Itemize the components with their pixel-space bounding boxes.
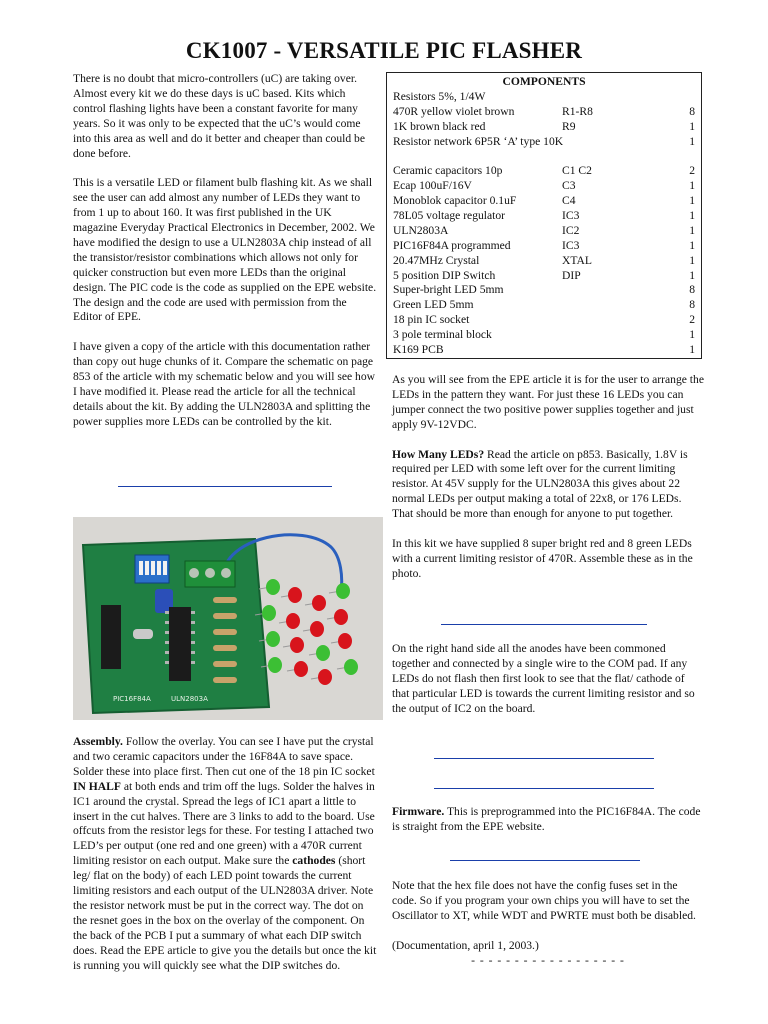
pcb-label-uln: ULN2803A [171,695,208,703]
component-reference: C3 [562,179,576,193]
how-many-leds-heading: How Many LEDs? [392,447,485,461]
component-description [393,149,562,164]
pcb-photo [73,517,383,720]
component-description: Monoblok capacitor 0.1uF [393,194,517,208]
end-dashes: - - - - - - - - - - - - - - - - - - [471,953,625,967]
supplied-leds-paragraph: In this kit we have supplied 8 super bright red and 8 green LEDs with a current limiting resistor of 470R. Assemble these as in the photo. [392,536,693,580]
component-row [393,269,695,284]
red-led [310,621,324,637]
component-description: Super-bright LED 5mm [393,283,504,297]
assembly-section [73,735,378,974]
anodes-paragraph: On the right hand side all the anodes have been commoned together and connected by a single wire to the COM pad. If any LEDs do not flash then first look to see that the flat/ cathode of that particular LED is towards the current limiting resistor and so the output of IC2 on the board. [392,642,695,715]
component-quantity: 1 [689,134,695,148]
green-led [316,645,330,661]
component-description: Ecap 100uF/16V [393,179,472,193]
config-section [392,879,704,968]
component-row [393,209,695,224]
firmware-section [392,805,704,835]
page-title: CK1007 - VERSATILE PIC FLASHER [185,38,583,63]
component-quantity: 1 [689,223,695,237]
component-description: PIC16F84A programmed [393,238,511,252]
right-separator-4 [450,860,640,861]
component-row [393,135,695,150]
firmware-heading: Firmware. [392,805,445,818]
component-reference: IC2 [562,223,580,237]
component-quantity [672,149,695,164]
component-quantity: 8 [689,298,695,312]
components-box [386,72,702,359]
ic1-chip [101,605,121,669]
green-led [268,657,282,673]
red-led [318,669,332,685]
assembly-heading: Assembly. [73,735,123,748]
led-arrangement-paragraph: As you will see from the EPE article it is for the user to arrange the LEDs in the pattern they want. For just these 16 LEDs you can jumper connect the two positive power supplies together and just apply 9V-12VDC. [392,373,704,431]
component-row [393,149,695,164]
component-row [393,120,695,135]
red-led [334,609,348,625]
component-reference [562,90,672,105]
assembly-emphasis-in-half: IN HALF [73,779,121,793]
component-description: Resistor network 6P5R ‘A’ type 10K [393,134,564,148]
component-row [393,283,695,298]
component-reference: C4 [562,194,576,208]
right-separator-2 [434,758,654,759]
red-led [288,587,302,603]
component-description: 18 pin IC socket [393,313,470,327]
green-led [266,579,280,595]
component-reference [562,298,672,313]
red-led [294,661,308,677]
component-reference [562,283,672,298]
left-separator [118,486,332,487]
component-row [393,179,695,194]
component-quantity: 1 [689,179,695,193]
how-many-leds-text: Read the article on p853. Basically, 1.8V is required per LED with some left over for the current limiting resistor. At 45V supply for the ULN2803A this gives about 22 normal LEDs per output making a total of 22x8, or 176 LEDs. That should be more than enough for anyone to put together. [392,447,688,521]
component-row [393,254,695,269]
pcb-label-pic: PIC16F84A [113,695,151,703]
component-description: 78L05 voltage regulator [393,209,506,223]
component-row [393,343,695,358]
component-description: Ceramic capacitors 10p [393,164,503,178]
red-led [312,595,326,611]
component-quantity: 1 [689,119,695,133]
component-reference: XTAL [562,253,592,267]
component-description: 20.47MHz Crystal [393,253,480,267]
component-quantity: 1 [689,194,695,208]
right-separator-1 [441,624,647,625]
component-description: 470R yellow violet brown [393,104,515,118]
assembly-text-3: (short leg/ flat on the body) of each LED point towards the current limiting resistors and each output of the ULN2803A driver. Note the resistor network must be put in the correct way. The dot on the resnet goes in the box on the overlay of the component. On the back of the PCB I put a summary of what each DIP switch does. Read the EPE article to give you the details but once the kit is running you will quickly see what the DIP switches do. [73,854,377,972]
component-reference [563,135,673,150]
component-reference: C1 C2 [562,164,592,178]
article-reference-paragraph: I have given a copy of the article with this documentation rather than copy out huge chunks of it. Compare the schematic on page 853 of the article with my schematic below and you will see how I have modified it. Please read the article for all the technical details about the kit. By adding the ULN2803A and splitting the power supplies more LEDs can be controlled by the kit. [73,340,376,428]
component-description: Green LED 5mm [393,298,474,312]
red-led [286,613,300,629]
green-led [336,583,350,599]
firmware-text: This is preprogrammed into the PIC16F84A. The code is straight from the EPE website. [392,805,701,833]
components-list [393,90,695,358]
components-heading: COMPONENTS [502,75,586,88]
component-reference [562,149,672,164]
ic2-chip [169,607,191,681]
red-led [290,637,304,653]
component-description: K169 PCB [393,343,444,357]
green-led [266,631,280,647]
component-reference: IC3 [562,209,580,223]
component-reference: DIP [562,268,581,282]
component-quantity: 2 [689,164,695,178]
component-quantity: 8 [689,283,695,297]
component-row [393,239,695,254]
crystal [133,629,153,639]
component-quantity: 1 [689,253,695,267]
component-quantity: 1 [689,238,695,252]
component-quantity [672,90,695,105]
component-description: 1K brown black red [393,119,486,133]
assembly-text-1: Follow the overlay. You can see I have put the crystal and two ceramic capacitors under the 16F84A to save space. Solder these into place first. Then cut one of the 18 pin IC socket [73,735,375,778]
red-led [338,633,352,649]
assembly-text-2: at both ends and trim off the lugs. Solder the halves in IC1 around the crystal. Spread the legs of IC1 apart a little to insert in the cut halves. There are 3 links to add to the board. Use offcuts from the resistor legs for these. For testing I attached two LED’s per output (one red and one green) with a 470R current limiting resistor on each output. Make sure the [73,779,375,868]
component-quantity: 1 [689,328,695,342]
component-quantity: 2 [689,313,695,327]
component-row [393,194,695,209]
component-description: 5 position DIP Switch [393,268,496,282]
component-row [393,224,695,239]
component-quantity: 1 [689,343,695,357]
left-column [73,72,378,445]
component-reference [562,313,672,328]
component-reference [562,328,672,343]
component-row [393,90,695,105]
component-quantity: 8 [689,104,695,118]
component-row [393,105,695,120]
component-description: ULN2803A [393,223,449,237]
anodes-section [392,642,704,717]
component-reference: R1-R8 [562,104,593,118]
documentation-date: (Documentation, april 1, 2003.) [392,938,539,952]
firmware-paragraph [392,805,704,835]
component-quantity: 1 [689,209,695,223]
pcb-photo-drawing [73,517,383,720]
component-reference: IC3 [562,238,580,252]
component-row [393,328,695,343]
right-column [392,373,704,582]
green-led [344,659,358,675]
component-reference [562,343,672,358]
intro-paragraph: There is no doubt that micro-controllers (uC) are taking over. Almost every kit we do these days is uC based. Kits which control flashing lights have been a constant favorite for many years. So it was only to be expected that the uC’s would come into this area as well and do it better and cheaper than could be done before. [73,72,365,160]
component-row [393,164,695,179]
component-row [393,298,695,313]
green-led [262,605,276,621]
component-description: Resistors 5%, 1/4W [393,89,486,103]
right-separator-3 [434,788,654,789]
config-fuses-paragraph: Note that the hex file does not have the config fuses set in the code. So if you program your own chips you will have to set the Oscillator to XT, while WDT and PWRTE must both be disabled. [392,879,696,922]
kit-description-paragraph: This is a versatile LED or filament bulb flashing kit. As we shall see the user can add almost any number of LEDs they want to from 1 up to about 160. It was first published in the UK magazine Everyday Practical Electronics in December, 2002. We have modified the design to use a ULN2803A chip instead of all the transistor/resistor combinations which allows not only for quicker construction but even more LEDs than the original design. The PIC code is the code as supplied on the EPE website. The design and the code are used with permission from the Editor of EPE. [73,176,377,324]
component-row [393,313,695,328]
assembly-emphasis-cathodes: cathodes [292,854,336,868]
component-description: 3 pole terminal block [393,328,492,342]
component-reference: R9 [562,119,576,133]
component-quantity: 1 [689,268,695,282]
how-many-leds-paragraph [392,448,704,523]
